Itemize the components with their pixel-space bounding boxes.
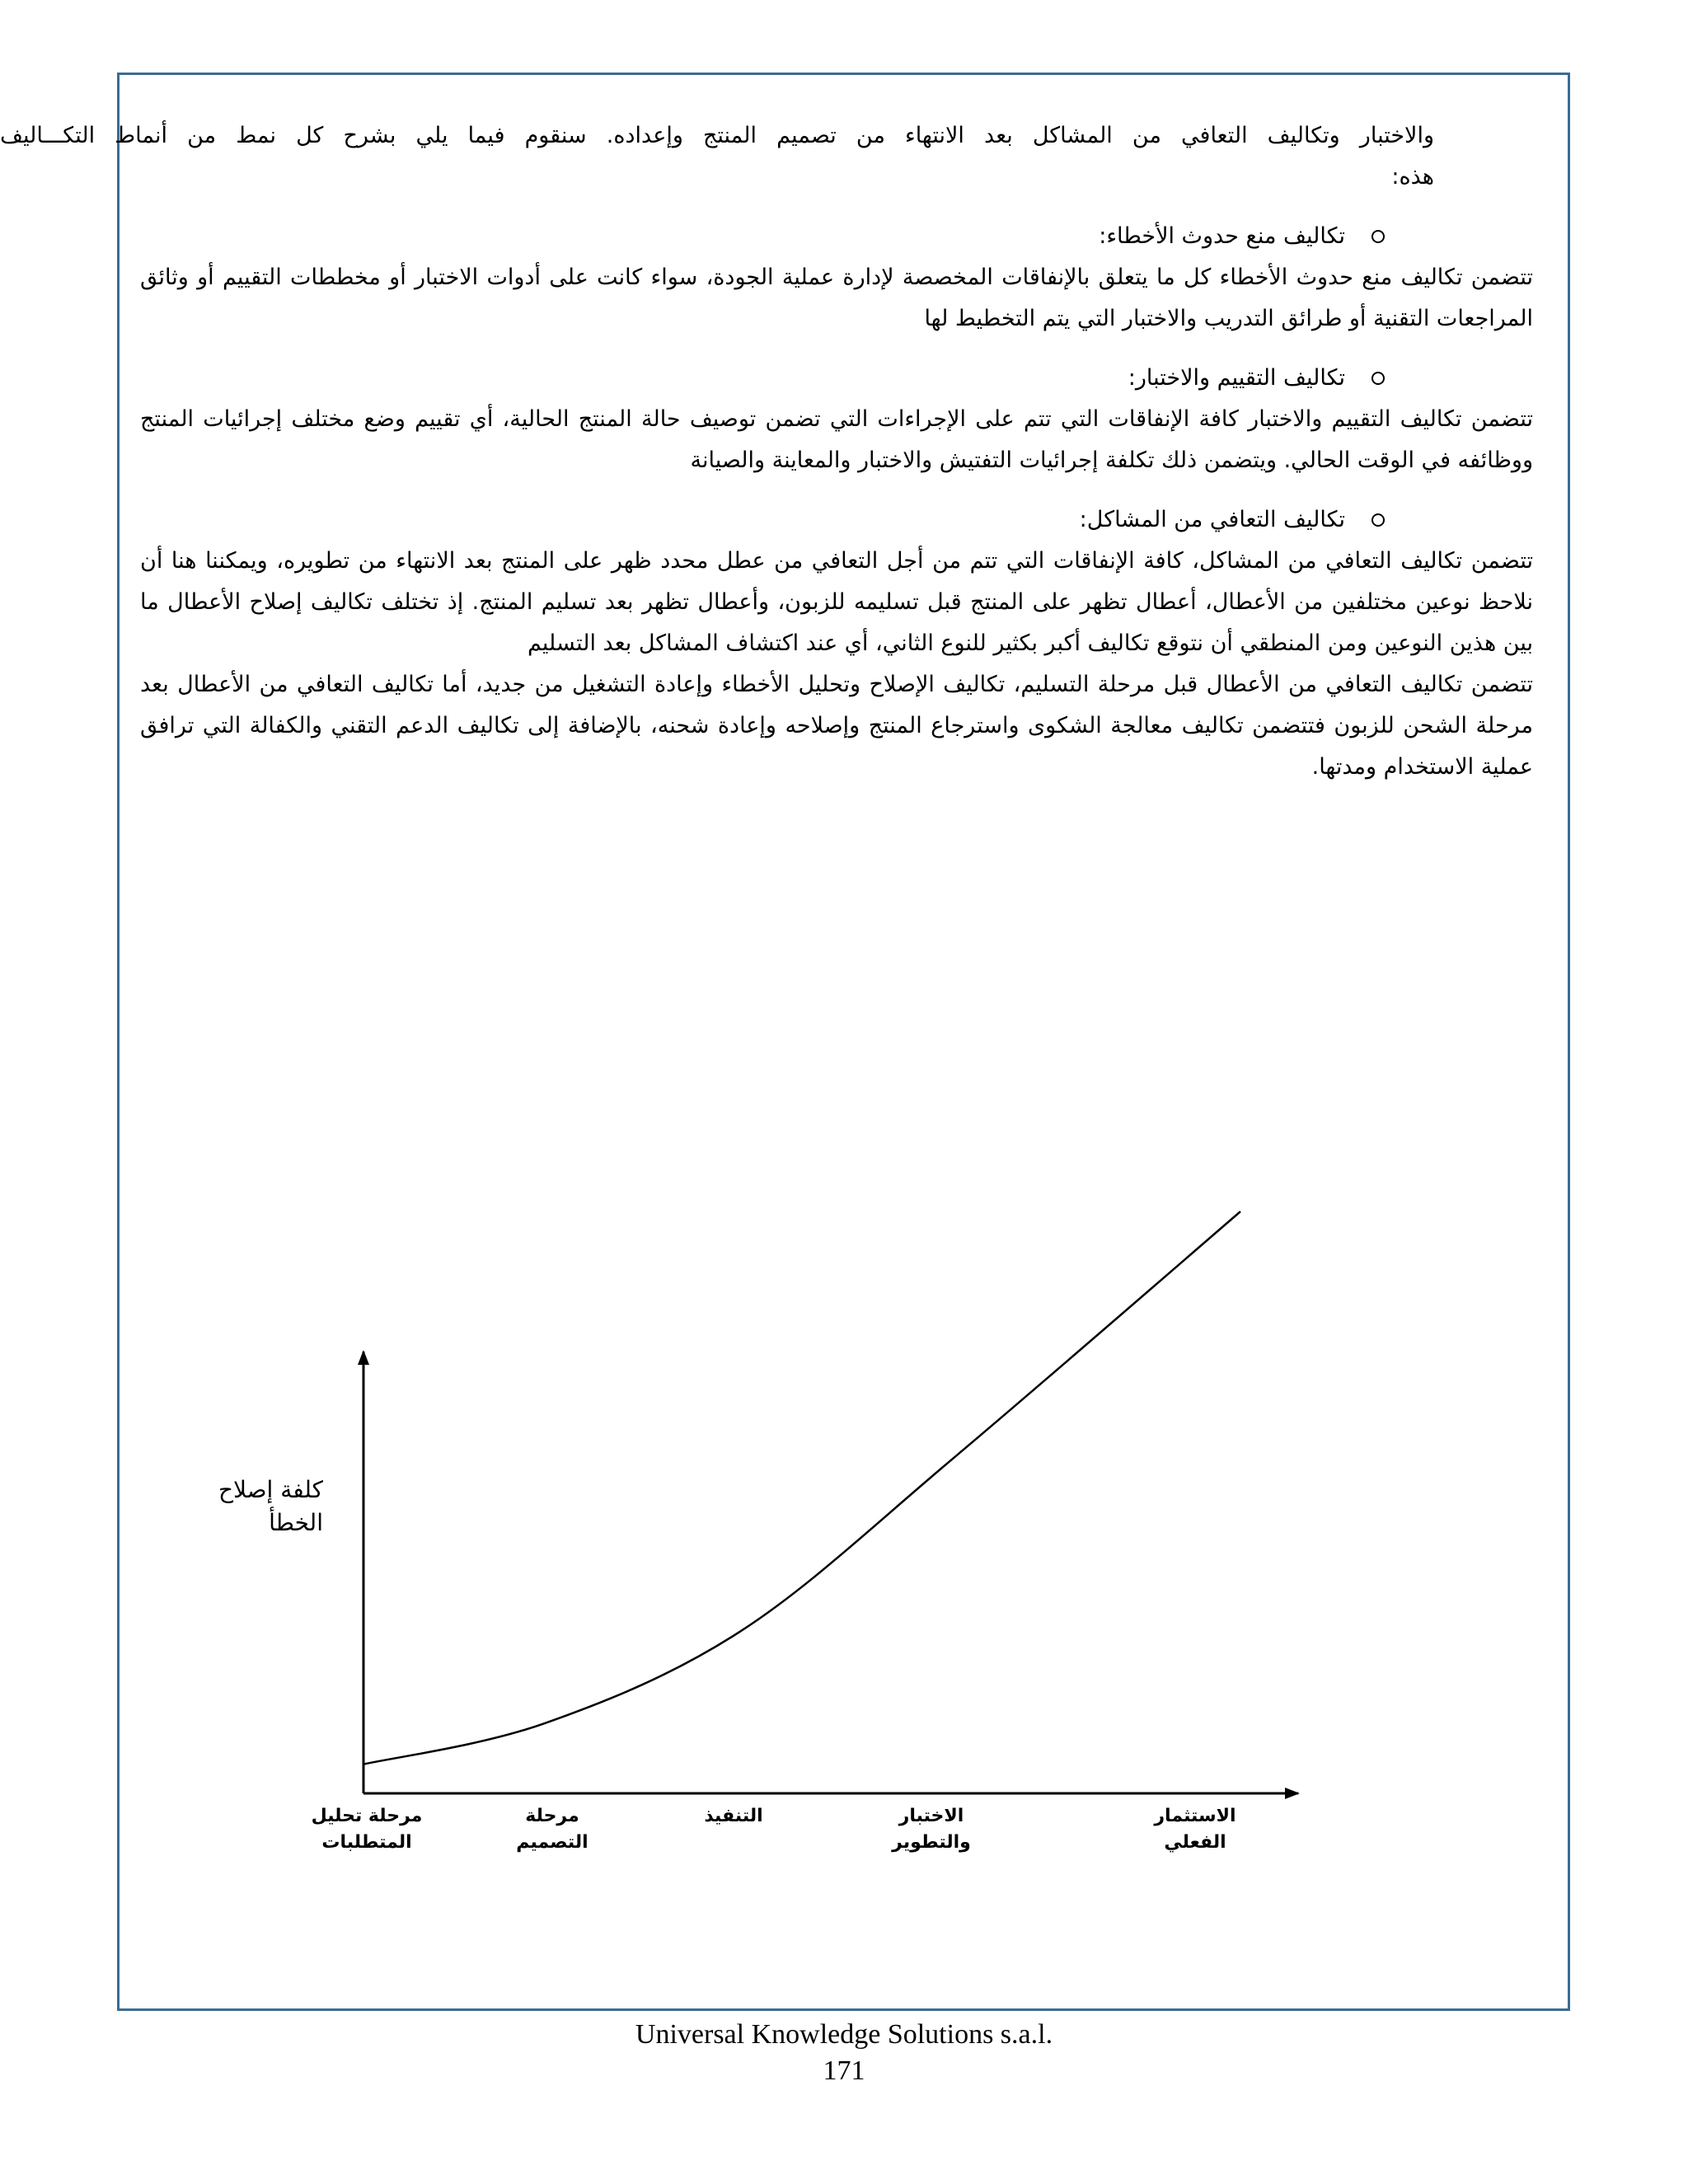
section-heading-text: تكاليف منع حدوث الأخطاء: — [1099, 223, 1345, 249]
section-heading-text: تكاليف التعافي من المشاكل: — [1079, 507, 1345, 532]
y-axis-label-line-2: الخطأ — [269, 1509, 323, 1536]
x-tick-label — [849, 1803, 1014, 1856]
x-tick-label — [470, 1803, 635, 1856]
section-paragraph-failure-2: تتضمن تكاليف التعافي من الأعطال قبل مرحلة التسليم، تكاليف الإصلاح وتحليل الأخطاء وإعادة التشغيل من جديد، أما تكاليف التعافي من الأعطال بعد مرحلة الشحن للزبون فتتضمن تكاليف معالجة الشكوى واسترجاع المنتج وإصلاحه وإعادة شحنه، بالإضافة إلى تكاليف الدعم التقني والكفالة التي ترافق عملية الاستخدام ومدتها. — [140, 672, 1533, 780]
x-tick-label-line-2: المتطلبات — [321, 1832, 412, 1853]
x-tick-label-line-2: التصميم — [516, 1832, 588, 1853]
x-tick-label-line-1: الاختبار — [898, 1806, 964, 1826]
section-paragraph-prevention: تتضمن تكاليف منع حدوث الأخطاء كل ما يتعلق بالإنفاقات المخصصة لإدارة عملية الجودة، سواء كانت على أدوات الاختبار أو مخططات التقييم أو وثائق المراجعات التقنية أو طرائق التدريب والاختبار التي يتم التخطيط لها — [140, 265, 1533, 331]
x-tick-label-line-1: الاستثمار — [1154, 1806, 1236, 1826]
x-tick-label — [284, 1803, 449, 1856]
section-paragraph-failure-1: تتضمن تكاليف التعافي من المشاكل، كافة الإنفاقات التي تتم من أجل التعافي من عطل محدد ظهر على المنتج بعد الانتهاء من تطويره، ويمكننا هنا أن نلاحظ نوعين مختلفين من الأعطال، أعطال تظهر على المنتج قبل تسليمه للزبون، وأعطال تظهر بعد تسليم المنتج. إذ تختلف تكاليف إصلاح الأعطال ما بين هذين النوعين ومن المنطقي أن نتوقع تكاليف أكبر بكثير للنوع الثاني، أي عند اكتشاف المشاكل بعد التسليم — [140, 548, 1533, 656]
x-tick-label-line-2: والتطوير — [892, 1832, 971, 1853]
page-number: 171 — [823, 2055, 865, 2086]
section-heading-text: تكاليف التقييم والاختبار: — [1128, 365, 1345, 391]
y-axis-label-line-1: كلفة إصلاح — [218, 1476, 323, 1503]
section-paragraph-appraisal: تتضمن تكاليف التقييم والاختبار كافة الإنفاقات التي تتم على الإجراءات التي تضمن توصيف حالة المنتج الحالية، أي تقييم وضع مختلف إجرائيات المنتج ووظائفه في الوقت الحالي. ويتضمن ذلك تكلفة إجرائيات التفتيش والاختبار والمعاينة والصيانة — [140, 406, 1533, 473]
x-tick-label-line-1: التنفيذ — [704, 1806, 763, 1826]
footer-company: Universal Knowledge Solutions s.a.l. — [635, 2019, 1053, 2050]
x-tick-label-line-1: مرحلة — [525, 1806, 579, 1826]
cost-curve-line — [363, 1212, 1240, 1765]
y-axis-label — [191, 1474, 323, 1540]
x-tick-label — [1113, 1803, 1278, 1856]
x-tick-label — [651, 1803, 816, 1830]
intro-line-2: هذه: — [1391, 164, 1434, 190]
x-tick-label-line-2: الفعلي — [1164, 1832, 1226, 1853]
intro-line-1: والاختبار وتكاليف التعافي من المشاكل بعد الانتهاء من تصميم المنتج وإعداده. سنقوم فيما يلي بشرح كل نمط من أنماط التكـــاليف — [0, 123, 1434, 148]
x-tick-label-line-1: مرحلة تحليل — [311, 1806, 423, 1826]
